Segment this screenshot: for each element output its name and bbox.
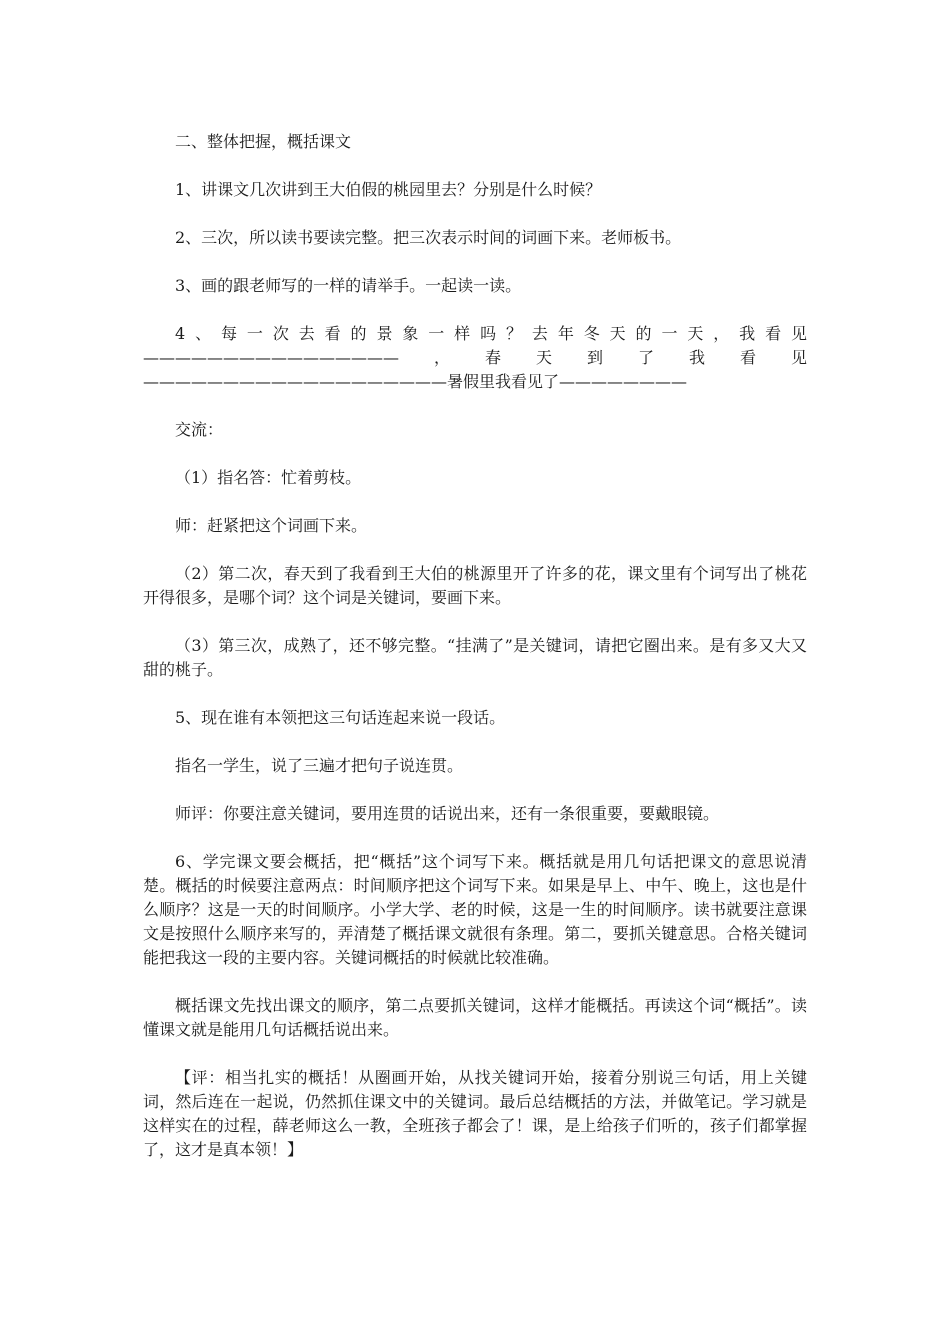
exchange-label: 交流： — [175, 420, 224, 439]
summary-paragraph: 概括课文先找出课文的顺序，第二点要抓关键词，这样才能概括。再读这个词“概括”。读懂课文就是能用几句话概括说出来。 — [143, 996, 807, 1039]
question-6: 6、学完课文要会概括，把“概括”这个词写下来。概括就是用几句话把课文的意思说清楚。概括的时候要注意两点：时间顺序把这个词写下来。如果是早上、中午、晚上，这也是什么顺序？这是一天的时间顺序。小学大学、老的时候，这是一生的时间顺序。读书就要注意课文是按照什么顺序来写的，弄清楚了概括课文就很有条理。第二，要抓关键意思。合格关键词能把我这一段的主要内容。关键词概括的时候就比较准确。 — [143, 852, 807, 967]
student-response: 指名一学生，说了三遍才把句子说连贯。 — [175, 756, 464, 775]
document-page — [143, 118, 807, 1186]
question-4: 4、每一次去看的景象一样吗？去年冬天的一天，我看见————————————————，春天到了我看见———————————————————暑假里我看见了———————— — [143, 324, 807, 391]
question-5: 5、现在谁有本领把这三句话连起来说一段话。 — [175, 708, 506, 727]
review-note: 【评：相当扎实的概括！从圈画开始，从找关键词开始，接着分别说三句话，用上关键词，然后连在一起说，仍然抓住课文中的关键词。最后总结概括的方法，并做笔记。学习就是这样实在的过程，薛老师这么一教，全班孩子都会了！课，是上给孩子们听的，孩子们都掌握了，这才是真本领！】 — [143, 1068, 807, 1159]
question-2: 2、三次，所以读书要读完整。把三次表示时间的词画下来。老师板书。 — [175, 228, 682, 247]
answer-3: （3）第三次，成熟了，还不够完整。“挂满了”是关键词，请把它圈出来。是有多又大又甜的桃子。 — [143, 636, 807, 679]
section-heading: 二、整体把握，概括课文 — [175, 132, 352, 151]
answer-1: （1）指名答：忙着剪枝。 — [175, 468, 362, 487]
teacher-remark-1: 师：赶紧把这个词画下来。 — [175, 516, 368, 535]
question-3: 3、画的跟老师写的一样的请举手。一起读一读。 — [175, 276, 522, 295]
question-1: 1、讲课文几次讲到王大伯假的桃园里去？分别是什么时候？ — [175, 180, 602, 199]
answer-2: （2）第二次，春天到了我看到王大伯的桃源里开了许多的花，课文里有个词写出了桃花开得很多，是哪个词？这个词是关键词，要画下来。 — [143, 564, 807, 607]
teacher-comment: 师评：你要注意关键词，要用连贯的话说出来，还有一条很重要，要戴眼镜。 — [175, 804, 720, 823]
